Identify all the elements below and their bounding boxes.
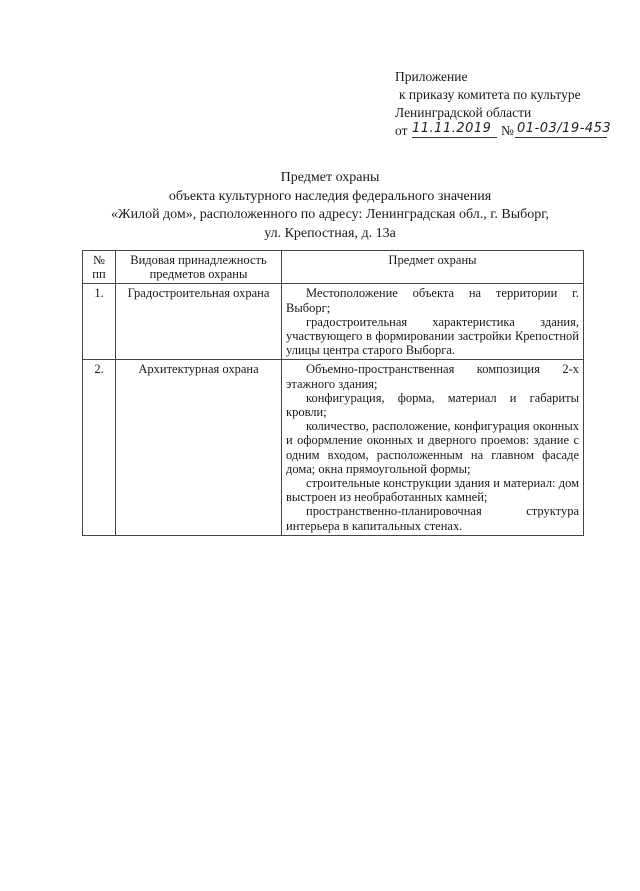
row-type: Градостроительная охрана — [116, 284, 282, 360]
title-line-3: «Жилой дом», расположенного по адресу: Ленинградская обл., г. Выборг, — [111, 207, 549, 222]
header-num: № пп — [83, 251, 116, 284]
table-row — [83, 284, 584, 360]
appendix-order-reference: к приказу комитета по культуре — [399, 87, 581, 102]
appendix-title: Приложение — [395, 69, 468, 84]
row-type: Архитектурная охрана — [116, 360, 282, 535]
subject-item: градостроительная характеристика здания, участвующего в формировании застройки Крепостной улицы центра старого Выборга. — [286, 314, 579, 358]
appendix-region: Ленинградской области — [395, 105, 532, 120]
subject-item: строительные конструкции здания и материал: дом выстроен из необработанных камней; — [286, 476, 579, 505]
order-number-handwritten: 01-03/19-453 — [517, 121, 612, 136]
order-prefix: от — [395, 123, 408, 138]
table-row — [83, 360, 584, 535]
subject-item: количество, расположение, конфигурация оконных и оформление оконных и дверного проемов: здание с одним входом, расположенным на главном фасаде дома; окна прямоугольной формы; — [286, 419, 579, 476]
order-line — [395, 122, 615, 140]
appendix-block — [395, 68, 615, 140]
document-title — [80, 169, 580, 243]
subject-item: пространственно-планировочная структура интерьера в капитальных стенах. — [286, 504, 579, 533]
title-line-2: объекта культурного наследия федерального значения — [168, 188, 492, 204]
header-type: Видовая принадлежность предметов охраны — [116, 251, 282, 284]
row-num: 2. — [83, 360, 116, 535]
table-header-row — [83, 251, 584, 284]
row-subject — [282, 360, 584, 535]
subject-item: Объемно-пространственная композиция 2-х этажного здания; — [286, 362, 579, 391]
title-line-4: ул. Крепостная, д. 13а — [264, 225, 396, 241]
title-line-1: Предмет охраны — [280, 170, 380, 185]
order-number-sign: № — [501, 123, 514, 138]
protection-subject-table — [82, 250, 584, 536]
subject-item: конфигурация, форма, материал и габариты кровли; — [286, 390, 579, 420]
row-subject — [282, 284, 584, 360]
subject-item: Местоположение объекта на территории г. Выборг; — [286, 286, 579, 315]
row-num: 1. — [83, 284, 116, 360]
header-subject: Предмет охраны — [282, 251, 584, 284]
order-date-handwritten: 11.11.2019 — [412, 121, 492, 136]
